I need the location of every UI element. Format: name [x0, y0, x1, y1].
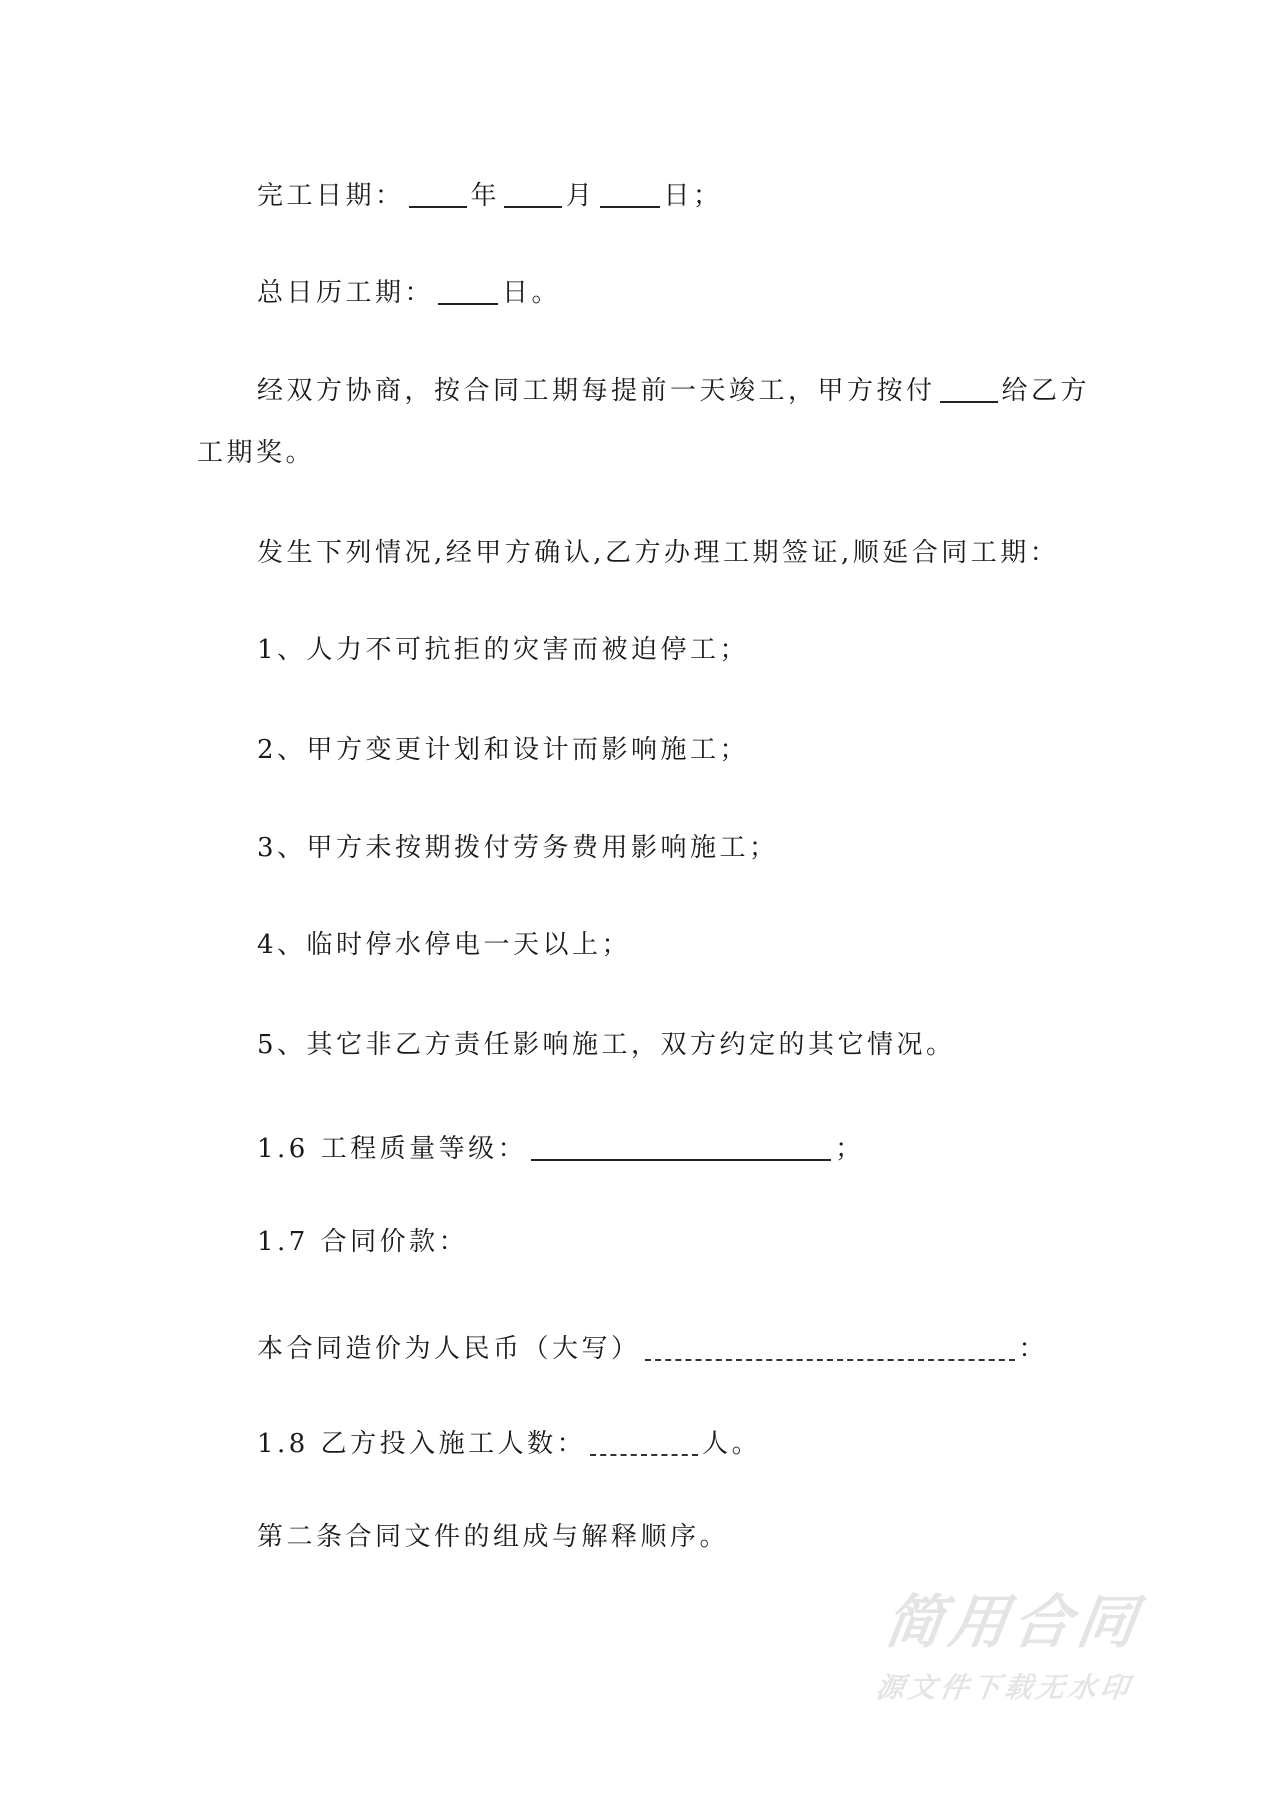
quality-grade-line	[257, 1125, 865, 1164]
extension-item-5: 5、其它非乙方责任影响施工，双方约定的其它情况。	[257, 1030, 956, 1060]
watermark-subtitle: 源文件下载无水印	[873, 1671, 1135, 1704]
extension-intro: 发生下列情况,经甲方确认,乙方办理工期签证,顺延合同工期：	[257, 538, 1060, 568]
contract-price-label: 本合同造价为人民币（大写）	[257, 1334, 641, 1364]
workers-count-blank	[590, 1424, 698, 1456]
watermark-title: 简用合同	[880, 1588, 1147, 1656]
quality-grade-blank	[531, 1129, 831, 1161]
watermark	[874, 1588, 1191, 1706]
early-bonus-line-1	[257, 367, 1091, 406]
early-bonus-line-2: 工期奖。	[197, 438, 316, 468]
completion-date-label: 完工日期：	[257, 181, 405, 211]
total-duration-label: 总日历工期：	[257, 278, 435, 308]
duration-days-blank	[438, 273, 498, 305]
workers-line	[257, 1420, 762, 1459]
contract-price-blank	[645, 1329, 1015, 1361]
extension-item-1: 1、人力不可抗拒的灾害而被迫停工；	[257, 635, 750, 665]
extension-item-4: 4、临时停水停电一天以上；	[257, 930, 632, 960]
contract-price-heading: 1.7 合同价款：	[257, 1227, 469, 1257]
year-suffix: 年	[470, 181, 501, 211]
quality-grade-label: 1.6 工程质量等级：	[257, 1134, 528, 1164]
workers-label: 1.8 乙方投入施工人数：	[257, 1429, 587, 1459]
year-blank	[409, 176, 467, 208]
total-duration-line	[257, 269, 562, 308]
day-blank	[600, 176, 660, 208]
extension-item-3: 3、甲方未按期拨付劳务费用影响施工；	[257, 833, 779, 863]
extension-item-2: 2、甲方变更计划和设计而影响施工；	[257, 735, 750, 765]
day-suffix: 日；	[663, 181, 723, 211]
completion-date-line	[257, 172, 723, 211]
early-bonus-prefix: 经双方协商，按合同工期每提前一天竣工，甲方按付	[257, 376, 936, 406]
quality-grade-suffix: ；	[835, 1134, 865, 1164]
total-duration-suffix: 日。	[502, 278, 562, 308]
bonus-amount-blank	[940, 371, 998, 403]
month-blank	[504, 176, 562, 208]
contract-price-line	[257, 1325, 1049, 1364]
contract-price-suffix: ：	[1018, 1334, 1049, 1364]
early-bonus-suffix: 给乙方	[1001, 376, 1091, 406]
workers-suffix: 人。	[702, 1429, 762, 1459]
article-two-heading: 第二条合同文件的组成与解释顺序。	[257, 1522, 730, 1552]
month-suffix: 月	[566, 181, 596, 211]
